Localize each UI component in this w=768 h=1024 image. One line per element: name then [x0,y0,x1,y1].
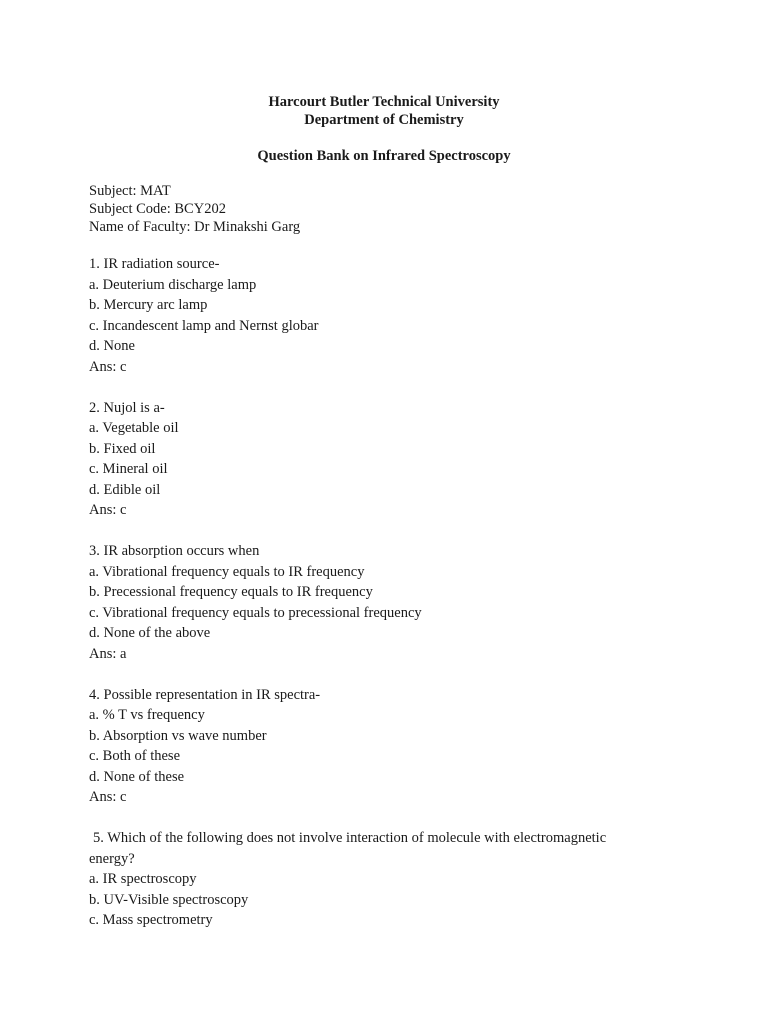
question-stem: 4. Possible representation in IR spectra- [89,686,321,703]
option-a: a. % T vs frequency [89,707,205,723]
option-b: b. Absorption vs wave number [89,727,267,744]
question-4 [89,685,689,808]
subject-info [89,182,300,236]
answer: Ans: c [89,358,127,375]
option-d: d. None [89,338,135,354]
option-b: b. Fixed oil [89,440,156,457]
question-stem: 1. IR radiation source- [89,256,220,272]
option-a: a. Deuterium discharge lamp [89,276,257,293]
question-1 [89,254,689,377]
option-c: c. Vibrational frequency equals to precessional frequency [89,604,422,621]
option-a: a. Vibrational frequency equals to IR frequency [89,563,365,580]
answer: Ans: c [89,789,127,805]
option-b: b. Precessional frequency equals to IR frequency [89,584,373,600]
option-b: b. Mercury arc lamp [89,297,208,313]
document-title: Question Bank on Infrared Spectroscopy [257,148,511,164]
question-2 [89,398,689,521]
option-d: d. None of the above [89,625,211,641]
option-c: c. Incandescent lamp and Nernst globar [89,317,319,334]
option-b: b. UV-Visible spectroscopy [89,891,249,908]
option-c: c. Mass spectrometry [89,912,213,928]
option-c: c. Mineral oil [89,461,168,477]
option-a: a. Vegetable oil [89,420,179,436]
document-header [0,93,768,129]
faculty-line: Name of Faculty: Dr Minakshi Garg [89,219,301,235]
answer: Ans: a [89,645,127,662]
subject-line: Subject: MAT [89,183,171,199]
option-d: d. Edible oil [89,481,161,498]
question-5 [89,828,689,931]
subject-code-line: Subject Code: BCY202 [89,201,226,217]
option-a: a. IR spectroscopy [89,871,197,887]
question-stem: 5. Which of the following does not involve interaction of molecule with electromagnetic [93,830,607,846]
question-stem: 2. Nujol is a- [89,399,165,416]
question-list [89,254,689,951]
department-name: Department of Chemistry [304,112,464,128]
question-stem-continued: energy? [89,850,135,867]
question-3 [89,541,689,664]
question-stem: 3. IR absorption occurs when [89,543,260,559]
university-name: Harcourt Butler Technical University [268,94,500,110]
answer: Ans: c [89,502,127,518]
option-d: d. None of these [89,768,185,785]
option-c: c. Both of these [89,748,181,764]
